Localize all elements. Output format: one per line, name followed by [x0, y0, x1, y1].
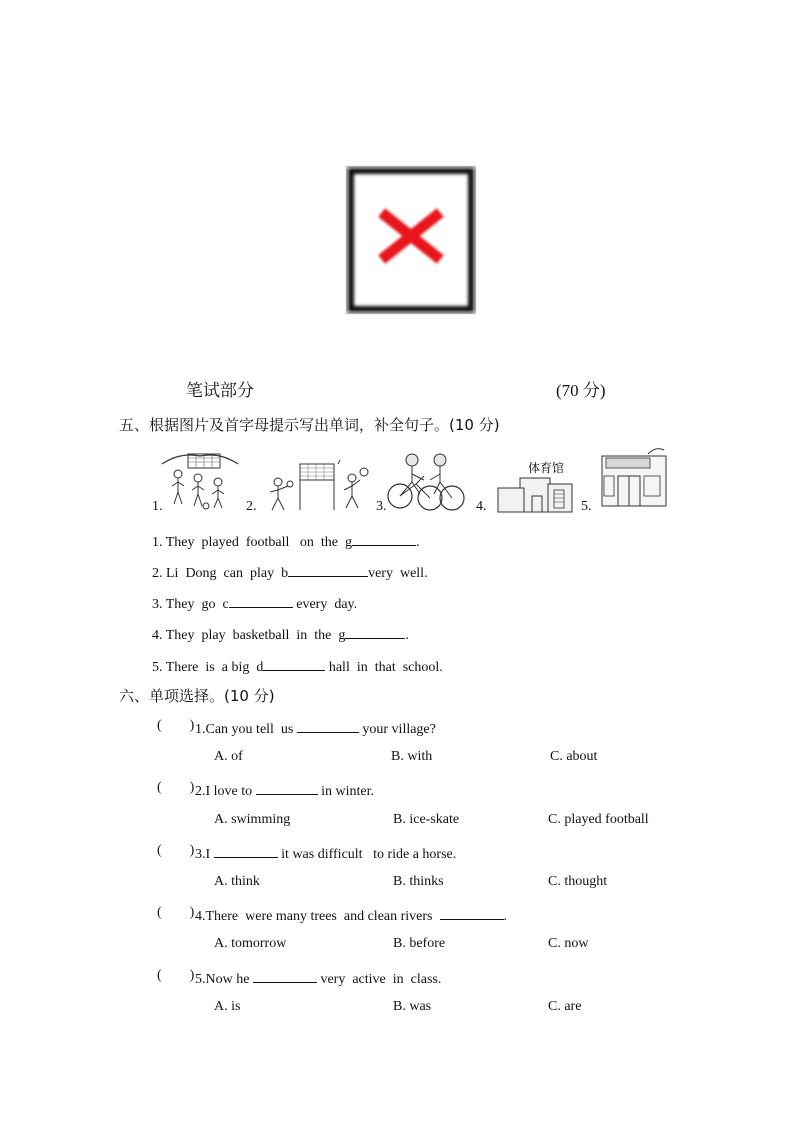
option-b[interactable]: B. before: [393, 936, 446, 951]
option-b[interactable]: B. ice-skate: [393, 812, 460, 827]
answer-blank[interactable]: [263, 656, 325, 671]
question-stem: 4.There were many trees and clean rivers .: [195, 905, 507, 925]
picture-number: 4.: [476, 499, 487, 514]
option-a[interactable]: A. is: [214, 999, 241, 1014]
option-a[interactable]: A. swimming: [214, 812, 291, 827]
picture-number: 1.: [152, 499, 163, 514]
fill-sentence: 2. Li Dong can play b very well.: [152, 562, 428, 582]
picture-number: 2.: [246, 499, 257, 514]
gym-sign: 体育馆: [528, 461, 565, 475]
question-stem: 1.Can you tell us your village?: [195, 718, 436, 738]
question-stem: 3.I it was difficult to ride a horse.: [195, 843, 456, 863]
option-b[interactable]: B. with: [391, 749, 433, 764]
section-score: (70 分): [556, 381, 606, 400]
option-c[interactable]: C. now: [548, 936, 589, 951]
part6-title: 六、单项选择。(10 分): [119, 687, 275, 705]
broken-image-icon: [348, 168, 474, 312]
answer-parentheses[interactable]: ( ): [157, 968, 195, 983]
answer-blank[interactable]: [345, 624, 405, 639]
section-heading: 笔试部分: [186, 381, 254, 401]
answer-parentheses[interactable]: ( ): [157, 905, 195, 920]
option-c[interactable]: C. about: [550, 749, 598, 764]
answer-blank: [440, 905, 504, 920]
option-c[interactable]: C. played football: [548, 812, 649, 827]
option-a[interactable]: A. tomorrow: [214, 936, 287, 951]
answer-blank: [256, 780, 318, 795]
football-players-icon: [160, 450, 240, 512]
option-a[interactable]: A. of: [214, 749, 243, 764]
answer-blank[interactable]: [288, 562, 368, 577]
fill-sentence: 3. They go c every day.: [152, 593, 357, 613]
answer-parentheses[interactable]: ( ): [157, 780, 195, 795]
part5-title: 五、根据图片及首字母提示写出单词，补全句子。(10 分): [119, 416, 500, 434]
answer-blank: [297, 718, 359, 733]
fill-sentence: 1. They played football on the g .: [152, 531, 419, 551]
question-stem: 2.I love to in winter.: [195, 780, 374, 800]
option-b[interactable]: B. thinks: [393, 874, 444, 889]
badminton-players-icon: [262, 458, 372, 514]
option-c[interactable]: C. are: [548, 999, 582, 1014]
cyclists-icon: [386, 450, 468, 514]
fill-sentence: 5. There is a big d hall in that school.: [152, 656, 443, 676]
gym-building-icon: [494, 458, 576, 514]
answer-blank[interactable]: [352, 531, 416, 546]
answer-parentheses[interactable]: ( ): [157, 718, 195, 733]
dining-hall-icon: [600, 446, 666, 508]
answer-parentheses[interactable]: ( ): [157, 843, 195, 858]
answer-blank[interactable]: [229, 593, 293, 608]
answer-blank: [214, 843, 278, 858]
picture-number: 3.: [376, 499, 387, 514]
red-x-icon: [382, 212, 440, 260]
question-stem: 5.Now he very active in class.: [195, 968, 441, 988]
option-a[interactable]: A. think: [214, 874, 260, 889]
option-c[interactable]: C. thought: [548, 874, 608, 889]
picture-number: 5.: [581, 499, 592, 514]
answer-blank: [253, 968, 317, 983]
option-b[interactable]: B. was: [393, 999, 432, 1014]
fill-sentence: 4. They play basketball in the g .: [152, 624, 409, 644]
